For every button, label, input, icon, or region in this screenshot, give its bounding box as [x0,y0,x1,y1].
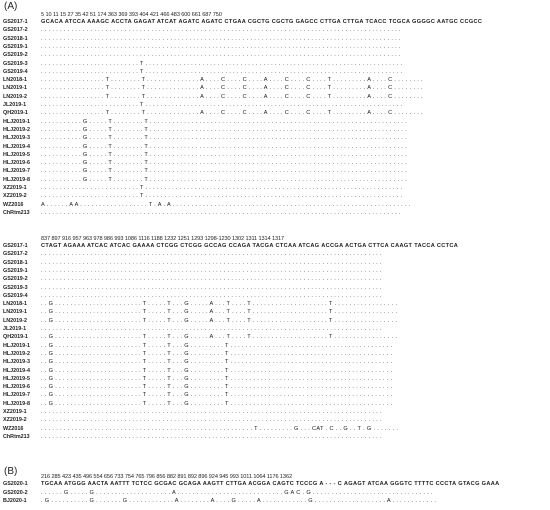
sequence-text: . . . . . . . . . . . . . . . . . . . . . . . . . . . . . . . . . . . . . . . . . . . . . . . . . . . . . . . . . . . . . . . . . . . . . . . . . . . . . . . . . . . . . . . . . . . . . . . [41,35,401,42]
strain-name: HLJ2019-1 [3,342,30,349]
strain-name: XZ2019-2 [3,417,27,424]
strain-name: WZ2016 [3,201,24,208]
strain-name: GS2018-1 [3,259,28,266]
sequence-text: . . . . . . . . . . . . . . . . . . . . . . . . . . T . . . . . . . . . . . . . . . . . . . . . . . . . . . . . . . . . . . . . . . . . . . . . . . . . . . . . . . . . . . . . . . . . . . . [41,60,403,67]
strain-name: GS2019-3 [3,284,28,291]
sequence-text: . . . . . . . . . . . . . . . . . . . . . . . . . . . . . . . . . . . . . . . . . . . . . . . . . . . . . . . . . . . . . . . . . . . . . . . . . . . . . . . . . . . . . . . . . . [41,259,382,266]
strain-name: LN2019-1 [3,85,27,92]
sequence-text: . . . . . . . . . . . . . . . . . . . . . . . . . . . . . . . . . . . . . . . . . . . . . . . . . . . . . . . . . . . . . . . . . . . . . . . . . . . . . . . . . . . . . . . . . . . . . . . [41,209,401,216]
strain-name: HLJ2019-3 [3,359,30,366]
sequence-text: GCACA ATCCA AAAGC ACCTA GAGAT ATCAT AGATC AGATC CTGAA CGCTG CGCTG GAGCC CTTGA CTTGA TCACC TCGCA GGGGC AATGC CCGCC [41,19,483,25]
sequence-text: . . . . . . . . . . . . . . . . . T . . . . . . . . T . . . . . . . . . . . . . . A . . . . C . . . . C . . . . A . . . . C . . . . C . . . . T . . . . . . . . . A . . . . C . . . . . . . . [41,85,423,92]
sequence-text: . . . . . . . . . . . . . . . . . T . . . . . . . . T . . . . . . . . . . . . . . A . . . . C . . . . C . . . . A . . . . C . . . . C . . . . T . . . . . . . . . A . . . . C . . . . . . . . [41,77,423,84]
strain-name: JL2019-1 [3,326,27,332]
strain-name: LN2018-1 [3,77,27,84]
strain-name: LN2019-2 [3,93,27,100]
panel-b-label: (B) [4,466,18,477]
sequence-text: . . . . . . . . . . . . . . . . . T . . . . . . . . T . . . . . . . . . . . . . . A . . . . C . . . . C . . . . A . . . . C . . . . C . . . . T . . . . . . . . . A . . . . C . . . . . . . . [41,110,423,117]
sequence-text: . . G . . . . . . . . . . . . . . . . . . . . . . . T . . . . . T . . . G . . . . . . . . . T . . . . . . . . . . . . . . . . . . . . . . . . . . . . . . . . . . . . . . . . . . . [41,400,393,407]
strain-name: GS2017-2 [3,27,28,34]
strain-name: XZ2019-1 [3,409,27,415]
strain-name: LN2019-1 [3,309,27,316]
strain-name: HLJ2019-8 [3,176,30,183]
sequence-text: CTAGT AGAAA ATCAC ATCAC GAAAA CTCGG CTCGG GCCAG CCAGA TACGA CTCAA ATCAG ACCGA ACTGA CTTCA CAAGT TACCA CCTCA [41,243,459,249]
sequence-text: . . . . . . . . . . . G . . . . . T . . . . . . . . T . . . . . . . . . . . . . . . . . . . . . . . . . . . . . . . . . . . . . . . . . . . . . . . . . . . . . . . . . . . . . . . . . . . . [41,160,407,167]
sequence-text: . . . . . . . . . . . . . . . . . T . . . . . . . . T . . . . . . . . . . . . . . A . . . . C . . . . C . . . . A . . . . C . . . . C . . . . T . . . . . . . . . A . . . . C . . . . . . . . [41,93,423,100]
strain-name: GS2019-4 [3,292,28,299]
strain-name: GS2019-2 [3,52,28,59]
strain-name: LN2019-2 [3,317,27,324]
strain-name: HLJ2019-7 [3,168,30,175]
position-numbers: 837 897 916 957 963 978 986 993 1086 1116 1188 1232 1251 1293 1298-1230 1302 1311 1314 1317 [41,236,285,242]
position-numbers: 5 10 11 15 27 35 42 51 174 363 369 393 404 421 466 483 600 661 687 750 [41,12,222,18]
sequence-text: . . G . . . . . . . . . . . . . . . . . . . . . . . T . . . . . T . . . G . . . . . . . . . T . . . . . . . . . . . . . . . . . . . . . . . . . . . . . . . . . . . . . . . . . . . [41,350,393,357]
sequence-text: . . . . . . . . . . . G . . . . . T . . . . . . . . T . . . . . . . . . . . . . . . . . . . . . . . . . . . . . . . . . . . . . . . . . . . . . . . . . . . . . . . . . . . . . . . . . . . . [41,176,407,183]
sequence-text: . . G . . . . . . . . . . . . . . . . . . . . . . . T . . . . . T . . . G . . . . . . . . . T . . . . . . . . . . . . . . . . . . . . . . . . . . . . . . . . . . . . . . . . . . . [41,384,393,391]
sequence-text: . . . . . . . . . . . . . . . . . . . . . . . . . . T . . . . . . . . . . . . . . . . . . . . . . . . . . . . . . . . . . . . . . . . . . . . . . . . . . . . . . . . . . . . . . . . . . . . [41,68,403,75]
strain-name: HLJ2019-4 [3,367,30,374]
sequence-text: . . G . . . . . . . . . . . . . . . . . . . . . . . T . . . . . T . . . G . . . . . A . . . T . . . . T . . . . . . . . . . . . . . . . . . . . T . . . . . . . . . . . . . . . . . [41,301,398,308]
strain-name: HLJ2019-3 [3,135,30,142]
sequence-text: . . . . . . . . . . . . . . . . . . . . . . . . . . T . . . . . . . . . . . . . . . . . . . . . . . . . . . . . . . . . . . . . . . . . . . . . . . . . . . . . . . . . . . . . . . . . . . . [41,185,403,191]
strain-name: GS2019-3 [3,60,28,67]
strain-name: ChRtm213 [3,209,30,216]
sequence-text: . . G . . . . . . . . . . . . . . . . . . . . . . . T . . . . . T . . . G . . . . . A . . . T . . . . T . . . . . . . . . . . . . . . . . . . . T . . . . . . . . . . . . . . . . . [41,334,398,341]
strain-name: GS2017-2 [3,251,28,258]
sequence-text: . . . . . . . . . . . . . . . . . . . . . . . . . . . . . . . . . . . . . . . . . . . . . . . . . . . . . . . . . . . . . . . . . . . . . . . . . . . . . . . . . . . . . . . . . . [41,409,382,415]
sequence-text: . . . . . . . . . . . . . . . . . . . . . . . . . . . . . . . . . . . . . . . . . . . . . . . . . . . . . . . . . . . . . . . . . . . . . . . . . . . . . . . . . . . . . . . . . . [41,267,382,274]
alignment-block-a1 [3,12,543,218]
strain-name: GS2019-4 [3,68,28,75]
strain-name: HLJ2019-7 [3,392,30,399]
strain-name: GS2019-1 [3,267,28,274]
strain-name: HLJ2019-8 [3,400,30,407]
strain-name: BJ2020-1 [3,498,27,504]
strain-name: XZ2019-1 [3,185,27,191]
sequence-text: . . . . . . . . . . . . . . . . . . . . . . . . . . . . . . . . . . . . . . . . . . . . . . . . . . . . . . . . . . . . . . . . . . . . . . . . . . . . . . . . . . . . . . . . . . [41,284,382,291]
sequence-text: . . . . . . . . . . . . . . . . . . . . . . . . . . . . . . . . . . . . . . . . . . . . . . . . . . . . . . . . . . . . . . . . . . . . . . . . . . . . . . . . . . . . . . . . . . . . . . . [41,43,401,50]
strain-name: GS2020-1 [3,481,28,487]
sequence-text: A . . . . . . A A . . . . . . . . . . . . . . . . . . T . A . A . . . . . . . . . . . . . . . . . . . . . . . . . . . . . . . . . . . . . . . . . . . . . . . . . . . . . . . . . . . . . . . [41,201,411,208]
strain-name: GS2019-1 [3,43,28,50]
strain-name: HLJ2019-6 [3,384,30,391]
sequence-text: . . . . . . . . . . . G . . . . . T . . . . . . . . T . . . . . . . . . . . . . . . . . . . . . . . . . . . . . . . . . . . . . . . . . . . . . . . . . . . . . . . . . . . . . . . . . . . . [41,126,407,133]
sequence-text: . . . . . . . . . . . . . . . . . . . . . . . . . . . . . . . . . . . . . . . . . . . . . . . . . . . . . . . . . . . . . . . . . . . . . . . . . . . . . . . . . . . . . . . . . . [41,433,382,440]
strain-name: GS2019-2 [3,276,28,283]
alignment-block-b [3,474,543,508]
strain-name: QH2019-1 [3,110,28,117]
sequence-text: . . G . . . . . . . . . . . . . . . . . . . . . . . T . . . . . T . . . G . . . . . A . . . T . . . . T . . . . . . . . . . . . . . . . . . . . T . . . . . . . . . . . . . . . . . [41,317,398,324]
sequence-text: . . . . . . . . . . . . . . . . . . . . . . . . . . . . . . . . . . . . . . . . . . . . . . . . . . . . . . . . . . . . . . . . . . . . . . . . . . . . . . . . . . . . . . . . . . [41,417,382,424]
sequence-text: . G . . . . . . . . . . G . . . . . . . G . . . . . . . . . . . . A . . . . . . . . A . . . . G . . . . . A . . . . . . . . . . . . G . . . . . . . . . . . . . . . . . . . A . . . . . . . . . . . . [41,498,437,504]
strain-name: QH2019-1 [3,334,28,341]
sequence-text: . . . . . . . . . . . . . . . . . . . . . . . . . . . . . . . . . . . . . . . . . . . . . . . . . . . . . . . . . . . . . . . . . . . . . . . . . . . . . . . . . . . . . . . . . . . . . . . [41,27,401,34]
alignment-block-a2 [3,236,543,442]
sequence-text: . . . . . . . . . . . . . . . . . . . . . . . . . . T . . . . . . . . . . . . . . . . . . . . . . . . . . . . . . . . . . . . . . . . . . . . . . . . . . . . . . . . . . . . . . . . . . . . [41,193,403,200]
sequence-text: . . G . . . . . . . . . . . . . . . . . . . . . . . T . . . . . T . . . G . . . . . . . . . T . . . . . . . . . . . . . . . . . . . . . . . . . . . . . . . . . . . . . . . . . . . [41,367,393,374]
strain-name: GS2017-1 [3,19,28,25]
strain-name: HLJ2019-5 [3,375,30,382]
sequence-text: . . . . . . . . . . . G . . . . . T . . . . . . . . T . . . . . . . . . . . . . . . . . . . . . . . . . . . . . . . . . . . . . . . . . . . . . . . . . . . . . . . . . . . . . . . . . . . . [41,168,407,175]
strain-name: LN2018-1 [3,301,27,308]
position-numbers: 216 285 423 435 496 554 656 733 754 765 796 856 882 891 892 896 924 945 993 1011 1064 1176 1362 [41,474,292,480]
sequence-text: . . . . . . . . . . . . . . . . . . . . . . . . . . . . . . . . . . . . . . . . . . . . . . . . . . . . . . . . . . . . . . . . . . . . . . . . . . . . . . . . . . . . . . . . . . [41,292,382,299]
strain-name: ChRtm213 [3,433,30,440]
sequence-text: . . . . . . . . . . . . . . . . . . . . . . . . . . T . . . . . . . . . . . . . . . . . . . . . . . . . . . . . . . . . . . . . . . . . . . . . . . . . . . . . . . . . . . . . . . . . . . . [41,102,403,108]
strain-name: HLJ2019-1 [3,118,30,125]
sequence-text: . . G . . . . . . . . . . . . . . . . . . . . . . . T . . . . . T . . . G . . . . . . . . . T . . . . . . . . . . . . . . . . . . . . . . . . . . . . . . . . . . . . . . . . . . . [41,342,393,349]
panel-a-label: (A) [4,1,18,12]
sequence-text: . . . . . . . . . . . G . . . . . T . . . . . . . . T . . . . . . . . . . . . . . . . . . . . . . . . . . . . . . . . . . . . . . . . . . . . . . . . . . . . . . . . . . . . . . . . . . . . [41,118,407,125]
sequence-text: . . G . . . . . . . . . . . . . . . . . . . . . . . T . . . . . T . . . G . . . . . A . . . T . . . . T . . . . . . . . . . . . . . . . . . . . T . . . . . . . . . . . . . . . . . [41,309,398,316]
sequence-text: . . . . . . . . . . . . . . . . . . . . . . . . . . . . . . . . . . . . . . . . . . . . . . . . . . . . . . . . . . . . . . . . . . . . . . . . . . . . . . . . . . . . . . . . . . [41,251,382,258]
strain-name: GS2018-1 [3,35,28,42]
sequence-text: . . . . . . . . . . . G . . . . . T . . . . . . . . T . . . . . . . . . . . . . . . . . . . . . . . . . . . . . . . . . . . . . . . . . . . . . . . . . . . . . . . . . . . . . . . . . . . . [41,135,407,142]
sequence-text: . . G . . . . . . . . . . . . . . . . . . . . . . . T . . . . . T . . . G . . . . . . . . . T . . . . . . . . . . . . . . . . . . . . . . . . . . . . . . . . . . . . . . . . . . . [41,392,393,399]
strain-name: GS2017-1 [3,243,28,249]
sequence-text: . . . . . . . . . . . . . . . . . . . . . . . . . . . . . . . . . . . . . . . . . . . . . . . . . . . . . . . . . . . . . . . . . . . . . . . . . . . . . . . . . . . . . . . . . . [41,276,382,283]
strain-name: WZ2016 [3,425,24,432]
sequence-text: TGCAA ATGGG AACTA AATTT TCTCC GCGAC GCAGA AAGTT CTTGA ACGGA CAGTC TCCCG A - - - C AGAGT ATCAA GGGTC TTTTC CCCTA GTACG GAAA [41,481,500,487]
sequence-text: . . . . . . . . . . . . . . . . . . . . . . . . . . . . . . . . . . . . . . . . . . . . . . . . . . . . . . . . . . . . . . . . . . . . . . . . . . . . . . . . . . . . . . . . . . [41,326,382,332]
strain-name: JL2019-1 [3,102,27,108]
sequence-text: . . . . . . . . . . . . . . . . . . . . . . . . . . . . . . . . . . . . . . . . . . . . . . . . . . . . . . . . T . . . . . . . . . G . . . CAT . C . . G . . T . G . . . . . . . [41,425,399,432]
strain-name: HLJ2019-6 [3,160,30,167]
sequence-text: . . G . . . . . . . . . . . . . . . . . . . . . . . T . . . . . T . . . G . . . . . . . . . T . . . . . . . . . . . . . . . . . . . . . . . . . . . . . . . . . . . . . . . . . . . [41,375,393,382]
sequence-text: . . G . . . . . . . . . . . . . . . . . . . . . . . T . . . . . T . . . G . . . . . . . . . T . . . . . . . . . . . . . . . . . . . . . . . . . . . . . . . . . . . . . . . . . . . [41,359,393,366]
strain-name: HLJ2019-4 [3,143,30,150]
strain-name: XZ2019-2 [3,193,27,200]
sequence-text: . . . . . . . . . . . G . . . . . T . . . . . . . . T . . . . . . . . . . . . . . . . . . . . . . . . . . . . . . . . . . . . . . . . . . . . . . . . . . . . . . . . . . . . . . . . . . . . [41,151,407,158]
strain-name: HLJ2019-5 [3,151,30,158]
strain-name: HLJ2019-2 [3,350,30,357]
sequence-text: . . . . . . G . . . . . G . . . . . . . . . . . . . . . . . . . . A . . . . . . . . . . . . . . . . . . . . . . . . . . . . G A C . G . . . . . . . . . . . . . . . . . . . . . . . . . . . . . . . . [41,489,433,496]
sequence-text: . . . . . . . . . . . . . . . . . . . . . . . . . . . . . . . . . . . . . . . . . . . . . . . . . . . . . . . . . . . . . . . . . . . . . . . . . . . . . . . . . . . . . . . . . . . . . . . [41,52,401,59]
strain-name: GS2020-2 [3,489,28,496]
strain-name: HLJ2019-2 [3,126,30,133]
sequence-text: . . . . . . . . . . . G . . . . . T . . . . . . . . T . . . . . . . . . . . . . . . . . . . . . . . . . . . . . . . . . . . . . . . . . . . . . . . . . . . . . . . . . . . . . . . . . . . . [41,143,407,150]
